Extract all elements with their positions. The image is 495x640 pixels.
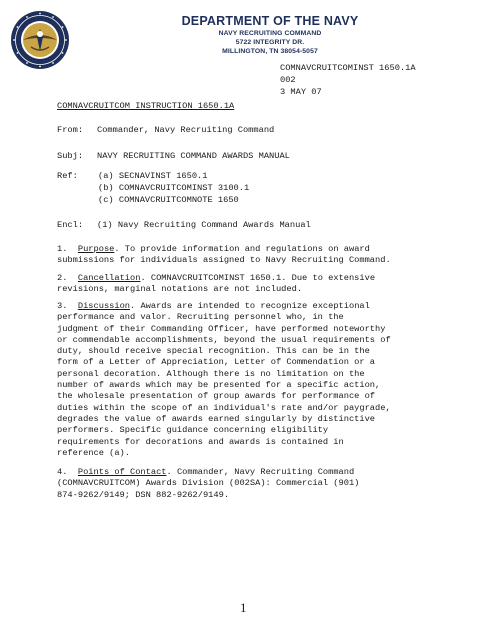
paragraph-line: revisions, marginal notations are not included.	[57, 284, 303, 295]
instruction-title: COMNAVCRUITCOM INSTRUCTION 1650.1A	[57, 101, 235, 111]
paragraph-heading: Cancellation	[77, 273, 141, 283]
paragraph-heading: Discussion	[77, 301, 131, 311]
paragraph-line: . COMNAVCRUITCOMINST 1650.1. Due to extensive	[140, 273, 376, 283]
issue-date: 3 MAY 07	[280, 87, 322, 97]
paragraph-line: number of awards which may be presented for a specific action,	[57, 380, 381, 391]
paragraph-purpose	[57, 244, 487, 267]
paragraph-number: 3.	[57, 301, 68, 311]
enclosure-value: (1) Navy Recruiting Command Awards Manual	[97, 220, 311, 230]
identification-block	[280, 62, 416, 98]
paragraph-line: 874-9262/9149; DSN 882-9262/9149.	[57, 489, 230, 500]
paragraph-number: 2.	[57, 273, 68, 283]
paragraph-line: personal decoration. Although there is no limitation on the	[57, 368, 365, 379]
paragraph-line: requirements for decorations and awards is contained in	[57, 436, 344, 447]
page-number: 1	[240, 600, 247, 615]
paragraph-line: (COMNAVCRUITCOM) Awards Division (002SA): Commercial (901)	[57, 478, 360, 489]
paragraph-line: duty, should receive special recognition. This can be in the	[57, 346, 370, 357]
reference-item: (b) COMNAVCRUITCOMINST 3100.1	[98, 183, 250, 193]
subject-value: NAVY RECRUITING COMMAND AWARDS MANUAL	[97, 151, 290, 161]
street-address: 5722 INTEGRITY DR.	[235, 39, 305, 46]
department-name: DEPARTMENT OF THE NAVY	[181, 14, 359, 28]
paragraph-line: performers. Specific guidance concerning eligibility	[57, 425, 329, 436]
paragraph-number: 1.	[57, 244, 68, 254]
paragraph-points-of-contact	[57, 467, 487, 501]
paragraph-line: performance and valor. Recruiting personnel who, in the	[57, 312, 344, 323]
enclosure-label: Encl:	[57, 220, 84, 230]
paragraph-line: or commendable accomplishments, beyond the usual requirements of	[57, 334, 391, 345]
reference-item: (a) SECNAVINST 1650.1	[98, 171, 208, 181]
navy-seal-icon	[10, 10, 70, 70]
reference-list	[98, 170, 249, 206]
from-value: Commander, Navy Recruiting Command	[97, 125, 275, 135]
city-address: MILLINGTON, TN 38054-5057	[222, 48, 318, 55]
paragraph-number: 4.	[57, 467, 68, 477]
office-code: 002	[280, 75, 296, 85]
paragraph-line: . To provide information and regulations on award	[114, 244, 370, 254]
reference-label: Ref:	[57, 171, 78, 181]
paragraph-line: degrades the value of awards earned singularly by distinctive	[57, 413, 376, 424]
instruction-number: COMNAVCRUITCOMINST 1650.1A	[280, 63, 416, 73]
paragraph-line: the wholesale presentation of group awards for performance of	[57, 391, 376, 402]
paragraph-line: . Commander, Navy Recruiting Command	[166, 467, 355, 477]
paragraph-heading: Points of Contact	[77, 467, 167, 477]
paragraph-heading: Purpose	[77, 244, 115, 254]
paragraph-cancellation	[57, 273, 487, 296]
paragraph-line: submissions for individuals assigned to Navy Recruiting Command.	[57, 255, 391, 266]
paragraph-line: form of a Letter of Appreciation, Letter of Commendation or a	[57, 357, 376, 368]
from-label: From:	[57, 125, 84, 135]
paragraph-line: duties within the scope of an individual's rate and/or paygrade,	[57, 402, 391, 413]
command-name: NAVY RECRUITING COMMAND	[218, 30, 322, 37]
reference-item: (c) COMNAVCRUITCOMNOTE 1650	[98, 195, 239, 205]
paragraph-line: judgment of their Commanding Officer, have performed noteworthy	[57, 323, 386, 334]
letterhead	[150, 14, 390, 56]
paragraph-line: . Awards are intended to recognize exceptional	[130, 301, 370, 311]
subject-label: Subj:	[57, 151, 84, 161]
paragraph-line: reference (a).	[57, 447, 130, 458]
paragraph-discussion	[57, 301, 487, 459]
